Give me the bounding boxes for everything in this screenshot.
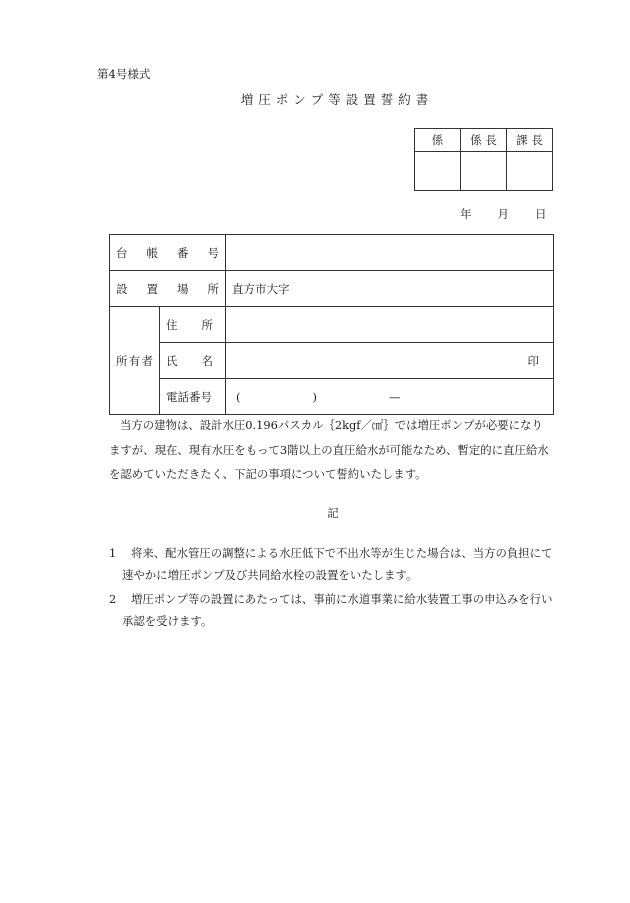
address-label (160, 307, 226, 343)
name-row (110, 343, 554, 379)
name-label-text: 氏 名 (166, 353, 213, 368)
date-line (460, 206, 547, 222)
phone-field[interactable] (226, 379, 554, 415)
document-title: 増圧ポンプ等設置誓約書 (240, 92, 434, 107)
phone-paren-open: ( (236, 389, 241, 404)
name-label (160, 343, 226, 379)
item-1-line-2: 速やかに増圧ポンプ及び共同給水栓の設置をいたします。 (122, 567, 418, 582)
approval-header-chief: 係 長 (461, 129, 507, 152)
phone-paren-close: ) (312, 389, 317, 404)
ledger-number-label (110, 235, 226, 271)
item-2-line-1: 増圧ポンプ等の設置にあたっては、事前に水道事業に給水装置工事の申込みを行い (131, 592, 553, 606)
location-label-text: 設 置 場 所 (116, 281, 219, 296)
seal-mark: 印 (527, 353, 539, 368)
info-table (109, 234, 554, 415)
item-1-line-1: 将来、配水管圧の調整による水圧低下で不出水等が生じた場合は、当方の負担にて (131, 546, 553, 560)
approval-stamp-box-staff[interactable] (415, 152, 461, 191)
approval-stamp-box-chief[interactable] (461, 152, 507, 191)
address-row (110, 307, 554, 343)
date-month: 月 (497, 207, 509, 221)
date-day: 日 (535, 207, 547, 221)
address-label-text: 住 所 (166, 317, 213, 332)
body-line-1: 当方の建物は、設計水圧0.196パスカル｛2kgf／㎠｝では増圧ポンプが必要になり (120, 418, 543, 432)
location-label (110, 271, 226, 307)
pledge-item-1 (109, 543, 564, 586)
approval-stamp-box-manager[interactable] (507, 152, 553, 191)
date-year: 年 (460, 207, 472, 221)
owner-label-text: 所 有 者 (116, 353, 153, 368)
ledger-label-text: 台 帳 番 号 (116, 245, 219, 260)
body-line-2: ますが、現在、現有水圧をもって3階以上の直圧給水が可能なため、暫定的に直圧給水 (109, 442, 549, 457)
ledger-row (110, 235, 554, 271)
approval-header-staff: 係 (415, 129, 461, 152)
owner-label (110, 307, 160, 415)
body-paragraph (109, 413, 559, 487)
phone-label: 電話番号 (160, 379, 226, 415)
name-field[interactable] (226, 343, 554, 379)
ledger-number-field[interactable] (226, 235, 554, 271)
item-2-line-2: 承認を受けます。 (122, 613, 213, 628)
pledge-item-2 (109, 589, 564, 632)
body-line-3: を認めていただきたく、下記の事項について誓約いたします。 (109, 467, 427, 481)
item-1-number: 1 (109, 546, 117, 560)
location-field[interactable]: 直方市大字 (226, 271, 554, 307)
ki-heading: 記 (327, 506, 339, 520)
phone-dash: — (389, 389, 401, 404)
address-field[interactable] (226, 307, 554, 343)
form-number: 第4号様式 (97, 67, 151, 81)
location-row (110, 271, 554, 307)
phone-row (110, 379, 554, 415)
item-2-number: 2 (109, 592, 117, 606)
approval-header-manager: 課 長 (507, 129, 553, 152)
approval-stamp-table (414, 128, 553, 191)
